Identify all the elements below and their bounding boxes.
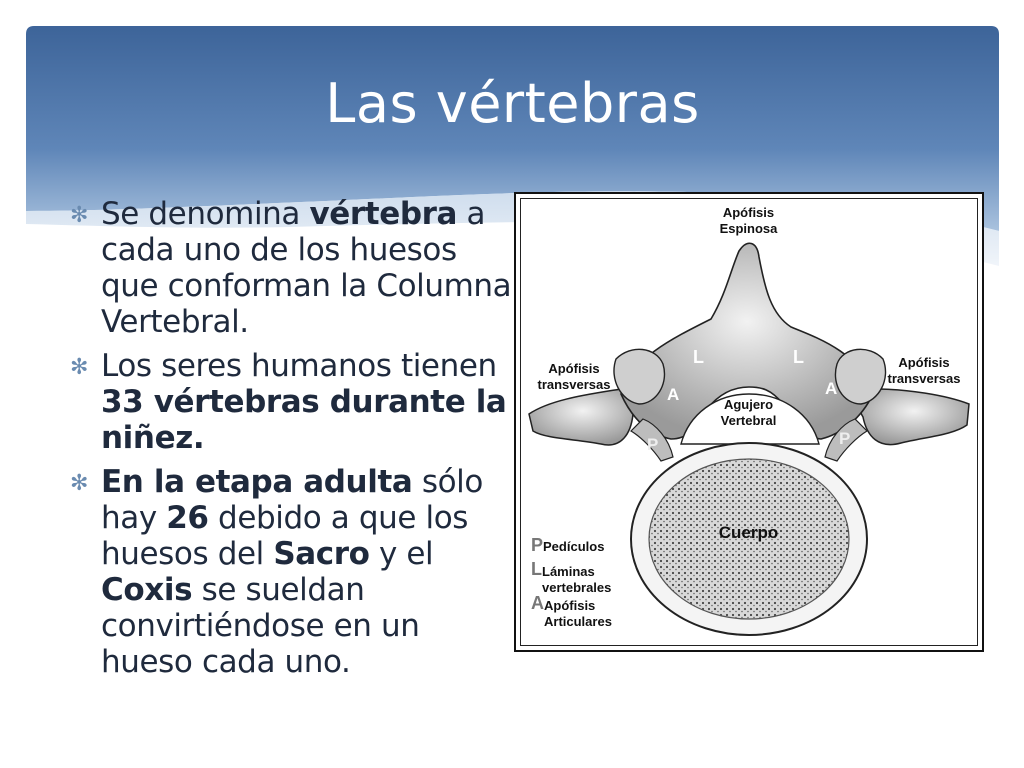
label-apofisis-transversas-left: Apófisis transversas [537,361,611,392]
label-articular-left: A [667,385,680,404]
label-pediculo-right: P [839,429,851,448]
bullet-text: debido a que los huesos del [101,500,469,572]
label-cuerpo: Cuerpo [718,523,779,542]
legend-letter: P [531,535,544,555]
label-articular-right: A [825,379,838,398]
bullet-text: sólo hay [101,464,483,536]
label-apofisis-espinosa: Apófisis Espinosa [719,205,778,236]
legend-item [531,537,604,555]
bullet-text: Coxis [101,572,193,608]
legend-item [531,561,611,596]
bullet-list [70,196,515,688]
label-pediculo-left: P [647,435,659,454]
vertebra-figure [514,192,984,652]
bullet-item [70,348,515,456]
figure-frame [520,198,978,646]
legend-item [531,595,612,630]
legend-letter: A [531,593,544,613]
label-apofisis-transversas-right: Apófisis transversas [887,355,961,386]
asterisk-bullet-icon: ✻ [70,203,89,228]
bullet-text: a cada uno de los huesos que conforman la Columna Vertebral. [101,196,512,340]
bullet-text: Los seres humanos tienen [101,348,497,384]
asterisk-bullet-icon: ✻ [70,471,89,496]
legend-text: Pedículos [543,539,605,554]
legend-text: Láminas vertebrales [542,564,612,595]
bullet-text: se sueldan convirtiéndose en un hueso cada uno. [101,572,420,680]
legend-letter: L [531,559,542,579]
bullet-text: Sacro [273,536,370,572]
bullet-item [70,196,515,340]
bullet-text: vértebra [309,196,458,232]
label-lamina-right: L [793,347,804,367]
bullet-text: y el [369,536,434,572]
bullet-text: Se denomina [101,196,310,232]
asterisk-bullet-icon: ✻ [70,355,89,380]
legend-text: Apófisis Articulares [544,598,612,629]
bullet-text: 26 [166,500,209,536]
label-lamina-left: L [693,347,704,367]
bullet-item [70,464,515,680]
bullet-text: 33 vértebras durante la niñez. [101,384,507,456]
bullet-text: En la etapa adulta [101,464,413,500]
label-agujero-vertebral: Agujero Vertebral [720,397,777,428]
slide-title: Las vértebras [325,72,700,135]
